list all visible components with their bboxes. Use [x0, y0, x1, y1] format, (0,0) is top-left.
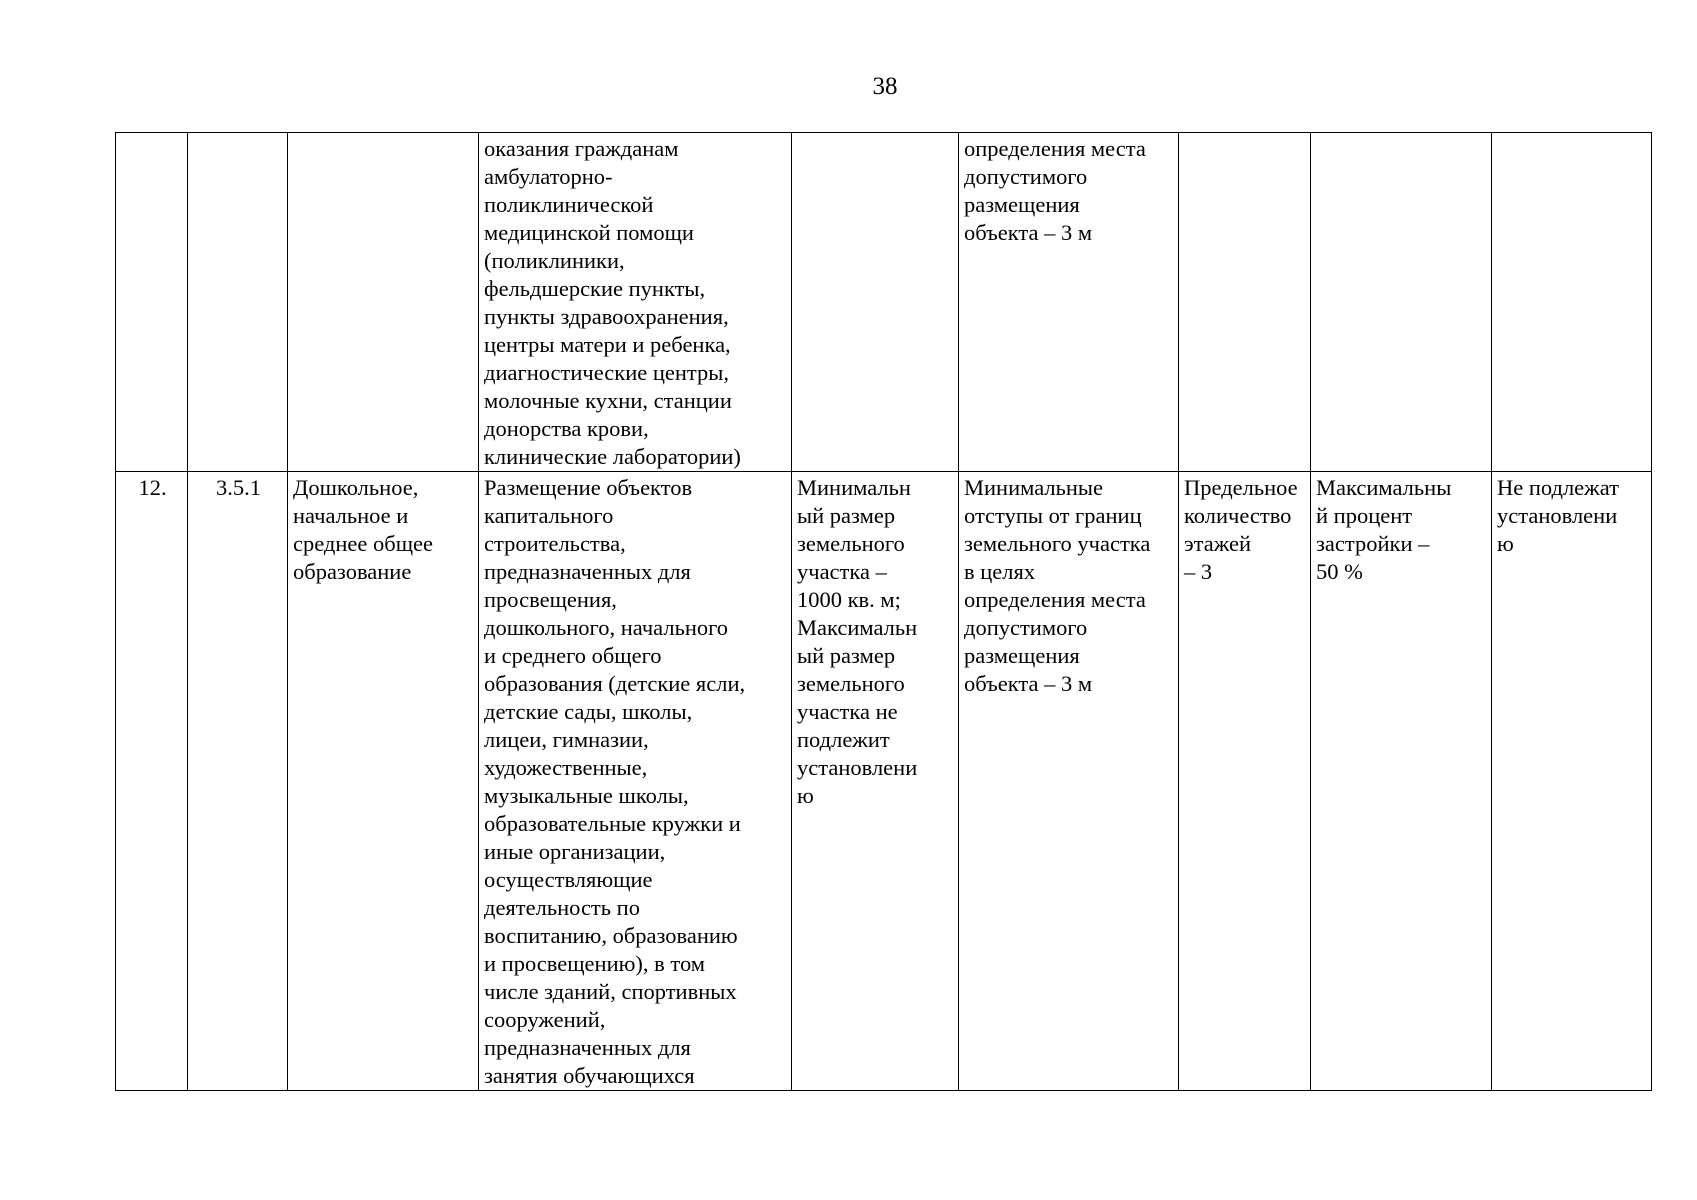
cell-name: Дошкольное, начальное и среднее общее образование — [288, 472, 479, 1091]
cell-coverage: Максимальны й процент застройки – 50 % — [1311, 472, 1492, 1091]
cell-other: Не подлежат установлени ю — [1492, 472, 1652, 1091]
cell-description: Размещение объектов капитального строительства, предназначенных для просвещения, дошкольного, начального и среднего общего образования (детские ясли, детские сады, школы, лицеи, гимназии, художественные, музыкальные школы, образовательные кружки и иные организации, осуществляющие деятельность по воспитанию, образованию и просвещению), в том числе зданий, спортивных сооружений, предназначенных для занятия обучающихся — [479, 472, 792, 1091]
cell-plot-size: Минимальн ый размер земельного участка – 1000 кв. м; Максимальн ый размер земельного участка не подлежит установлени ю — [792, 472, 959, 1091]
cell-code: 3.5.1 — [188, 472, 288, 1091]
cell-description: оказания гражданам амбулаторно- поликлинической медицинской помощи (поликлиники, фельдшерские пункты, пункты здравоохранения, центры матери и ребенка, диагностические центры, молочные кухни, станции донорства крови, клинические лаборатории) — [479, 133, 792, 472]
cell-plot-size — [792, 133, 959, 472]
zoning-regulations-table — [115, 132, 1652, 1091]
page-number: 38 — [872, 73, 898, 100]
cell-floors — [1179, 133, 1311, 472]
table-row — [116, 472, 1652, 1091]
cell-code — [188, 133, 288, 472]
cell-number: 12. — [116, 472, 188, 1091]
cell-other — [1492, 133, 1652, 472]
cell-setbacks: определения места допустимого размещения объекта – 3 м — [959, 133, 1179, 472]
table-row — [116, 133, 1652, 472]
cell-coverage — [1311, 133, 1492, 472]
cell-setbacks: Минимальные отступы от границ земельного участка в целях определения места допустимого размещения объекта – 3 м — [959, 472, 1179, 1091]
cell-name — [288, 133, 479, 472]
cell-number — [116, 133, 188, 472]
cell-floors: Предельное количество этажей – 3 — [1179, 472, 1311, 1091]
